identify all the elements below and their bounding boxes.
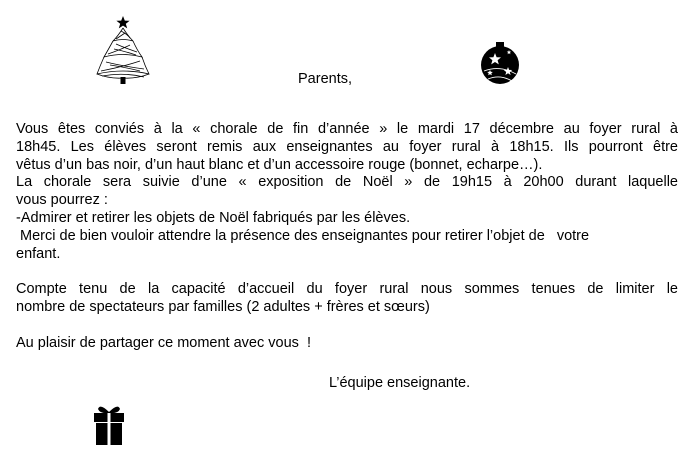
- body-line: -Admirer et retirer les objets de Noël fabriqués par les élèves.: [16, 209, 411, 226]
- body-line: enfant.: [16, 245, 61, 262]
- body-line: La chorale sera suivie d’une « exposition de Noël » de 19h15 à 20h00 durant laquelle: [16, 174, 678, 191]
- gift-box-icon: [92, 402, 126, 446]
- body-line: Merci de bien vouloir attendre la présence des enseignantes pour retirer l’objet de votre: [16, 227, 590, 244]
- body-line: vous pourrez :: [16, 192, 108, 209]
- letter-body: [16, 121, 678, 352]
- christmas-ornament-icon: [478, 41, 522, 85]
- body-line: 18h45. Les élèves seront remis aux enseignantes au foyer rural à 18h15. Ils pourront être: [16, 138, 678, 155]
- body-line: Au plaisir de partager ce moment avec vous !: [16, 334, 311, 351]
- body-line: nombre de spectateurs par familles (2 adultes + frères et sœurs): [16, 298, 430, 315]
- body-line: Compte tenu de la capacité d’accueil du foyer rural nous sommes tenues de limiter le: [16, 281, 678, 298]
- body-line: vêtus d’un bas noir, d’un haut blanc et d’un accessoire rouge (bonnet, echarpe…).: [16, 156, 543, 173]
- body-line: Vous êtes conviés à la « chorale de fin d’année » le mardi 17 décembre au foyer rural à: [16, 121, 678, 137]
- signature: L’équipe enseignante.: [329, 375, 471, 391]
- salutation: Parents,: [298, 71, 352, 87]
- christmas-tree-icon: [92, 14, 154, 86]
